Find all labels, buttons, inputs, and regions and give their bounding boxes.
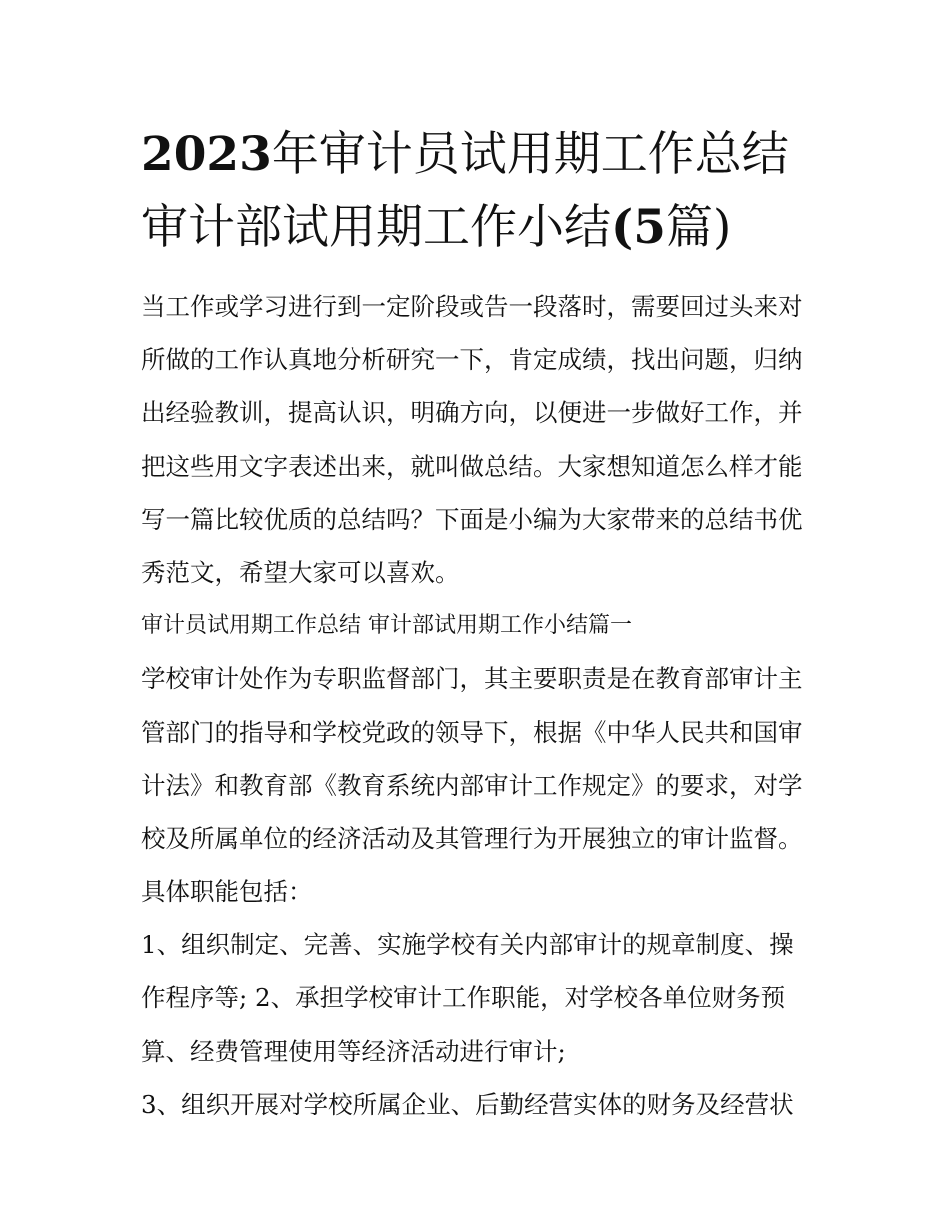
title-line-2-text: 审计部试用期工作小结 xyxy=(141,200,611,255)
section-heading: 审计员试用期工作总结 审计部试用期工作小结篇一 xyxy=(141,613,632,639)
document-title xyxy=(141,118,821,264)
intro-line: 把这些用文字表述出来，就叫做总结。大家想知道怎么样才能 xyxy=(141,451,803,481)
section-line: 具体职能包括： xyxy=(141,877,313,907)
section-line: 计法》和教育部《教育系统内部审计工作规定》的要求，对学 xyxy=(141,770,803,800)
intro-line: 所做的工作认真地分析研究一下，肯定成绩，找出问题，归纳 xyxy=(141,345,803,375)
title-line-1 xyxy=(141,118,821,191)
list-line: 3、组织开展对学校所属企业、后勤经营实体的财务及经营状 xyxy=(141,1089,794,1119)
section-line: 校及所属单位的经济活动及其管理行为开展独立的审计监督。 xyxy=(141,823,803,853)
title-line-2-tail: 篇) xyxy=(665,200,732,255)
title-line-2 xyxy=(141,191,821,264)
intro-line: 出经验教训，提高认识，明确方向，以便进一步做好工作，并 xyxy=(141,398,803,428)
list-line: 算、经费管理使用等经济活动进行审计; xyxy=(141,1036,566,1066)
intro-line: 秀范文，希望大家可以喜欢。 xyxy=(141,557,460,587)
title-count: (5 xyxy=(611,200,666,255)
section-line: 管部门的指导和学校党政的领导下，根据《中华人民共和国审 xyxy=(141,717,803,747)
section-line: 学校审计处作为专职监督部门，其主要职责是在教育部审计主 xyxy=(141,664,803,694)
intro-line: 写一篇比较优质的总结吗？下面是小编为大家带来的总结书优 xyxy=(141,504,803,534)
list-line: 作程序等; 2、承担学校审计工作职能，对学校各单位财务预 xyxy=(141,983,786,1013)
document-page xyxy=(141,118,821,1131)
list-line: 1、组织制定、完善、实施学校有关内部审计的规章制度、操 xyxy=(141,930,794,960)
title-line-1-text: 年审计员试用期工作总结 xyxy=(271,127,789,182)
title-year: 2023 xyxy=(141,127,272,182)
document-body xyxy=(141,280,821,1131)
intro-line: 当工作或学习进行到一定阶段或告一段落时，需要回过头来对 xyxy=(141,292,803,321)
